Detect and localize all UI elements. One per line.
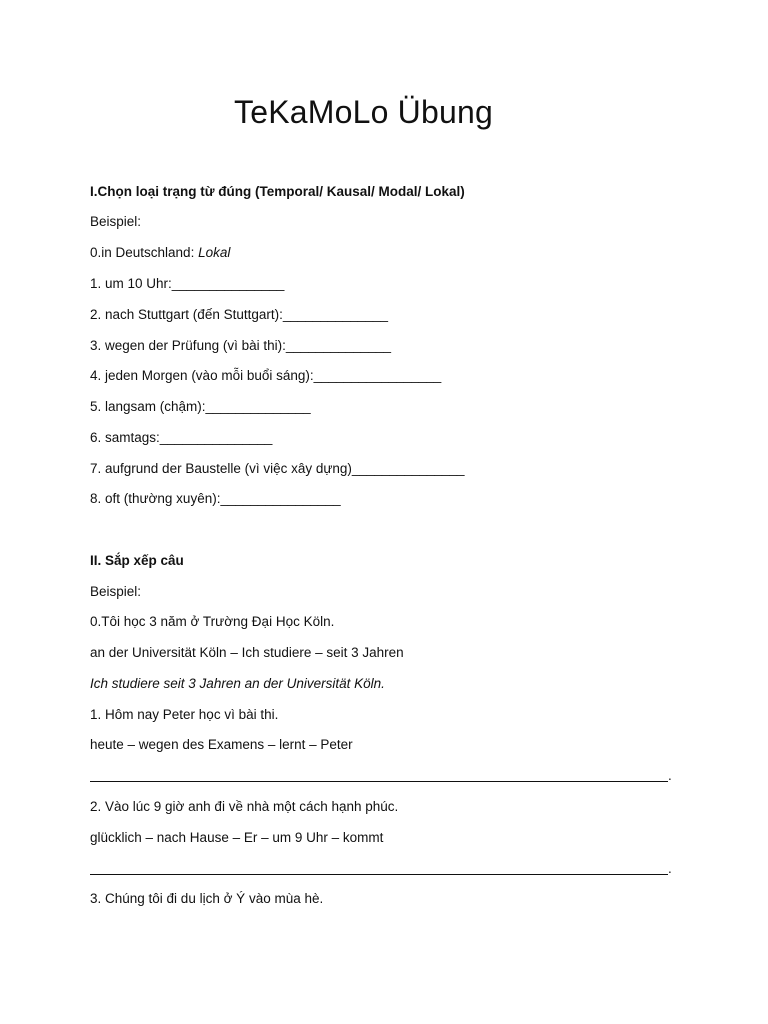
section-2-example-words: an der Universität Köln – Ich studiere – seit 3 Jahren <box>90 645 404 660</box>
exercise-item: 8. oft (thường xuyên):________________ <box>90 491 341 506</box>
section-1-example <box>90 244 230 262</box>
answer-line-end-mark: . <box>668 861 672 876</box>
section-2-example-vietnamese: 0.Tôi học 3 năm ở Trường Đại Học Köln. <box>90 614 335 629</box>
exercise-item: 5. langsam (chậm):______________ <box>90 399 311 414</box>
section-1-example-answer: Lokal <box>198 245 231 260</box>
page-title: TeKaMoLo Übung <box>234 94 493 130</box>
answer-line <box>90 781 668 782</box>
exercise-item: 6. samtags:_______________ <box>90 430 273 445</box>
exercise-item: 1. um 10 Uhr:_______________ <box>90 276 285 291</box>
section-2-example-answer: Ich studiere seit 3 Jahren an der Universität Köln. <box>90 676 385 691</box>
section-1-example-prefix: 0.in Deutschland: <box>90 245 199 260</box>
section-1-heading: I.Chọn loại trạng từ đúng (Temporal/ Kausal/ Modal/ Lokal) <box>90 184 465 199</box>
exercise-item: 7. aufgrund der Baustelle (vì việc xây dựng)_______________ <box>90 461 465 476</box>
answer-line <box>90 874 668 875</box>
section-2-example-label: Beispiel: <box>90 584 142 599</box>
sentence-vietnamese: 2. Vào lúc 9 giờ anh đi về nhà một cách hạnh phúc. <box>90 799 399 814</box>
sentence-vietnamese: 3. Chúng tôi đi du lịch ở Ý vào mùa hè. <box>90 891 324 906</box>
sentence-vietnamese: 1. Hôm nay Peter học vì bài thi. <box>90 707 279 722</box>
answer-line-end-mark: . <box>668 768 672 783</box>
exercise-item: 2. nach Stuttgart (đến Stuttgart):______________ <box>90 307 388 322</box>
section-2-heading: II. Sắp xếp câu <box>90 553 184 568</box>
exercise-item: 4. jeden Morgen (vào mỗi buổi sáng):_________________ <box>90 368 442 383</box>
section-1-example-label: Beispiel: <box>90 214 142 229</box>
exercise-item: 3. wegen der Prüfung (vì bài thi):______________ <box>90 338 391 353</box>
sentence-words: glücklich – nach Hause – Er – um 9 Uhr – kommt <box>90 830 384 845</box>
sentence-words: heute – wegen des Examens – lernt – Peter <box>90 737 353 752</box>
